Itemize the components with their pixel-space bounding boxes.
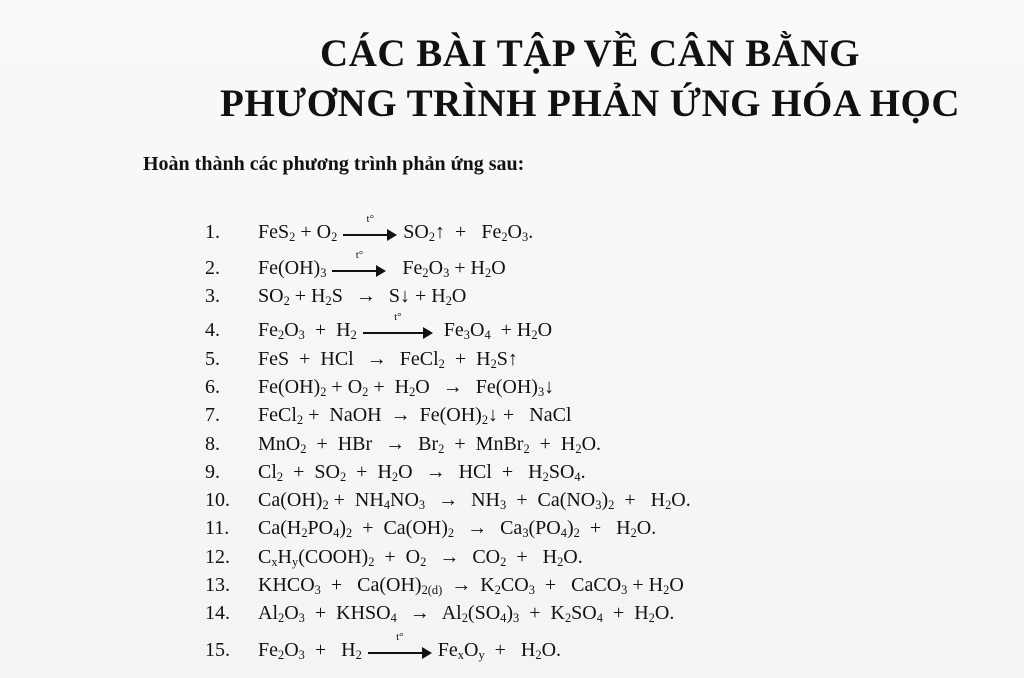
document-title-line-1: CÁC BÀI TẬP VỀ CÂN BẰNG — [320, 32, 860, 75]
instruction-text: Hoàn thành các phương trình phản ứng sau: — [143, 153, 525, 175]
equation-formula: $C_xH_y(COOH)_2 + O_2 \to CO_2 + H_2O$. — [258, 546, 583, 570]
heat-arrow-icon: t° — [343, 223, 397, 243]
equation-7 — [205, 404, 572, 428]
equation-formula: FeS + HCl → FeCl$_2$ + $H_2S↑$ — [258, 348, 518, 372]
equation-number: 11. — [205, 517, 230, 539]
equation-15 — [205, 631, 562, 663]
equation-number: 13. — [205, 574, 230, 596]
equation-formula: $KHCO_3 + Ca(OH)_{2(d)} \to K_2CO_3$ + CaCO$_3$ + $H_2O$ — [258, 574, 684, 598]
equation-formula: $SO_2 + H_2S$ → S↓ + $H_2O$ — [258, 285, 467, 309]
document-title-line-2: PHƯƠNG TRÌNH PHẢN ỨNG HÓA HỌC — [220, 82, 960, 125]
equation-6 — [205, 376, 555, 400]
equation-1 — [205, 213, 534, 245]
equation-formula: $Ca(H_2PO_4)_2 + Ca(OH)_2 \to Ca_3(PO_4)_2 + H_2O$. — [258, 517, 657, 541]
equation-formula: $Cl_2 + SO_2 + H_2O$ → HCl + $H_2SO_4$. — [258, 461, 586, 485]
equation-formula: MnO$_2$ + HBr → $Br_2$ + MnBr$_2$ + $H_2O$. — [258, 433, 602, 457]
equation-9 — [205, 461, 586, 485]
equation-formula: $FeS_2 + O_2$ t° $SO_2↑ + Fe_2O_3$. — [258, 213, 534, 245]
equation-formula: FeCl$_2$ + NaOH → $Fe(OH)_2↓$ + NaCl — [258, 404, 572, 428]
equation-number: 5. — [205, 348, 220, 370]
equation-number: 14. — [205, 602, 230, 624]
equation-8 — [205, 433, 602, 457]
equation-number: 7. — [205, 404, 220, 426]
equation-number: 3. — [205, 285, 220, 307]
equation-formula: $Al_2O_3$ + $KHSO_4 \to Al_2(SO_4)_3 + K_2SO_4 + H_2O$. — [258, 602, 675, 626]
equation-number: 1. — [205, 221, 220, 243]
heat-arrow-icon: t° — [332, 259, 386, 279]
heat-arrow-icon: t° — [363, 321, 433, 341]
equation-formula: $Fe_2O_3 + H_2$ t° $Fe_3O_4 + H_2O$ — [258, 311, 553, 343]
equation-11 — [205, 517, 657, 541]
equation-formula: $Fe(OH)_3$ t° $Fe_2O_3 + H_2O$ — [258, 249, 506, 281]
equation-number: 15. — [205, 639, 230, 661]
equation-number: 4. — [205, 319, 220, 341]
equation-number: 10. — [205, 489, 230, 511]
equation-formula: $Fe_2O_3 + H_2$ t° $Fe_xO_y + H_2O$. — [258, 631, 562, 663]
equation-formula: $Fe(OH)_2 + O_2 + H_2O$ → $Fe(OH)_3↓$ — [258, 376, 555, 400]
equation-13 — [205, 574, 684, 598]
equation-formula: $Ca(OH)_2 + NH_4NO_3 \to NH_3 + Ca(NO_3)_2 + H_2O$. — [258, 489, 691, 513]
equation-3 — [205, 285, 467, 309]
equation-number: 6. — [205, 376, 220, 398]
equation-4 — [205, 311, 553, 343]
equation-number: 8. — [205, 433, 220, 455]
equation-5 — [205, 348, 518, 372]
equation-10 — [205, 489, 691, 513]
equation-number: 2. — [205, 257, 220, 279]
heat-arrow-icon: t° — [368, 641, 432, 661]
equation-2 — [205, 249, 506, 281]
equation-number: 12. — [205, 546, 230, 568]
equation-number: 9. — [205, 461, 220, 483]
equation-14 — [205, 602, 675, 626]
equation-12 — [205, 546, 583, 570]
